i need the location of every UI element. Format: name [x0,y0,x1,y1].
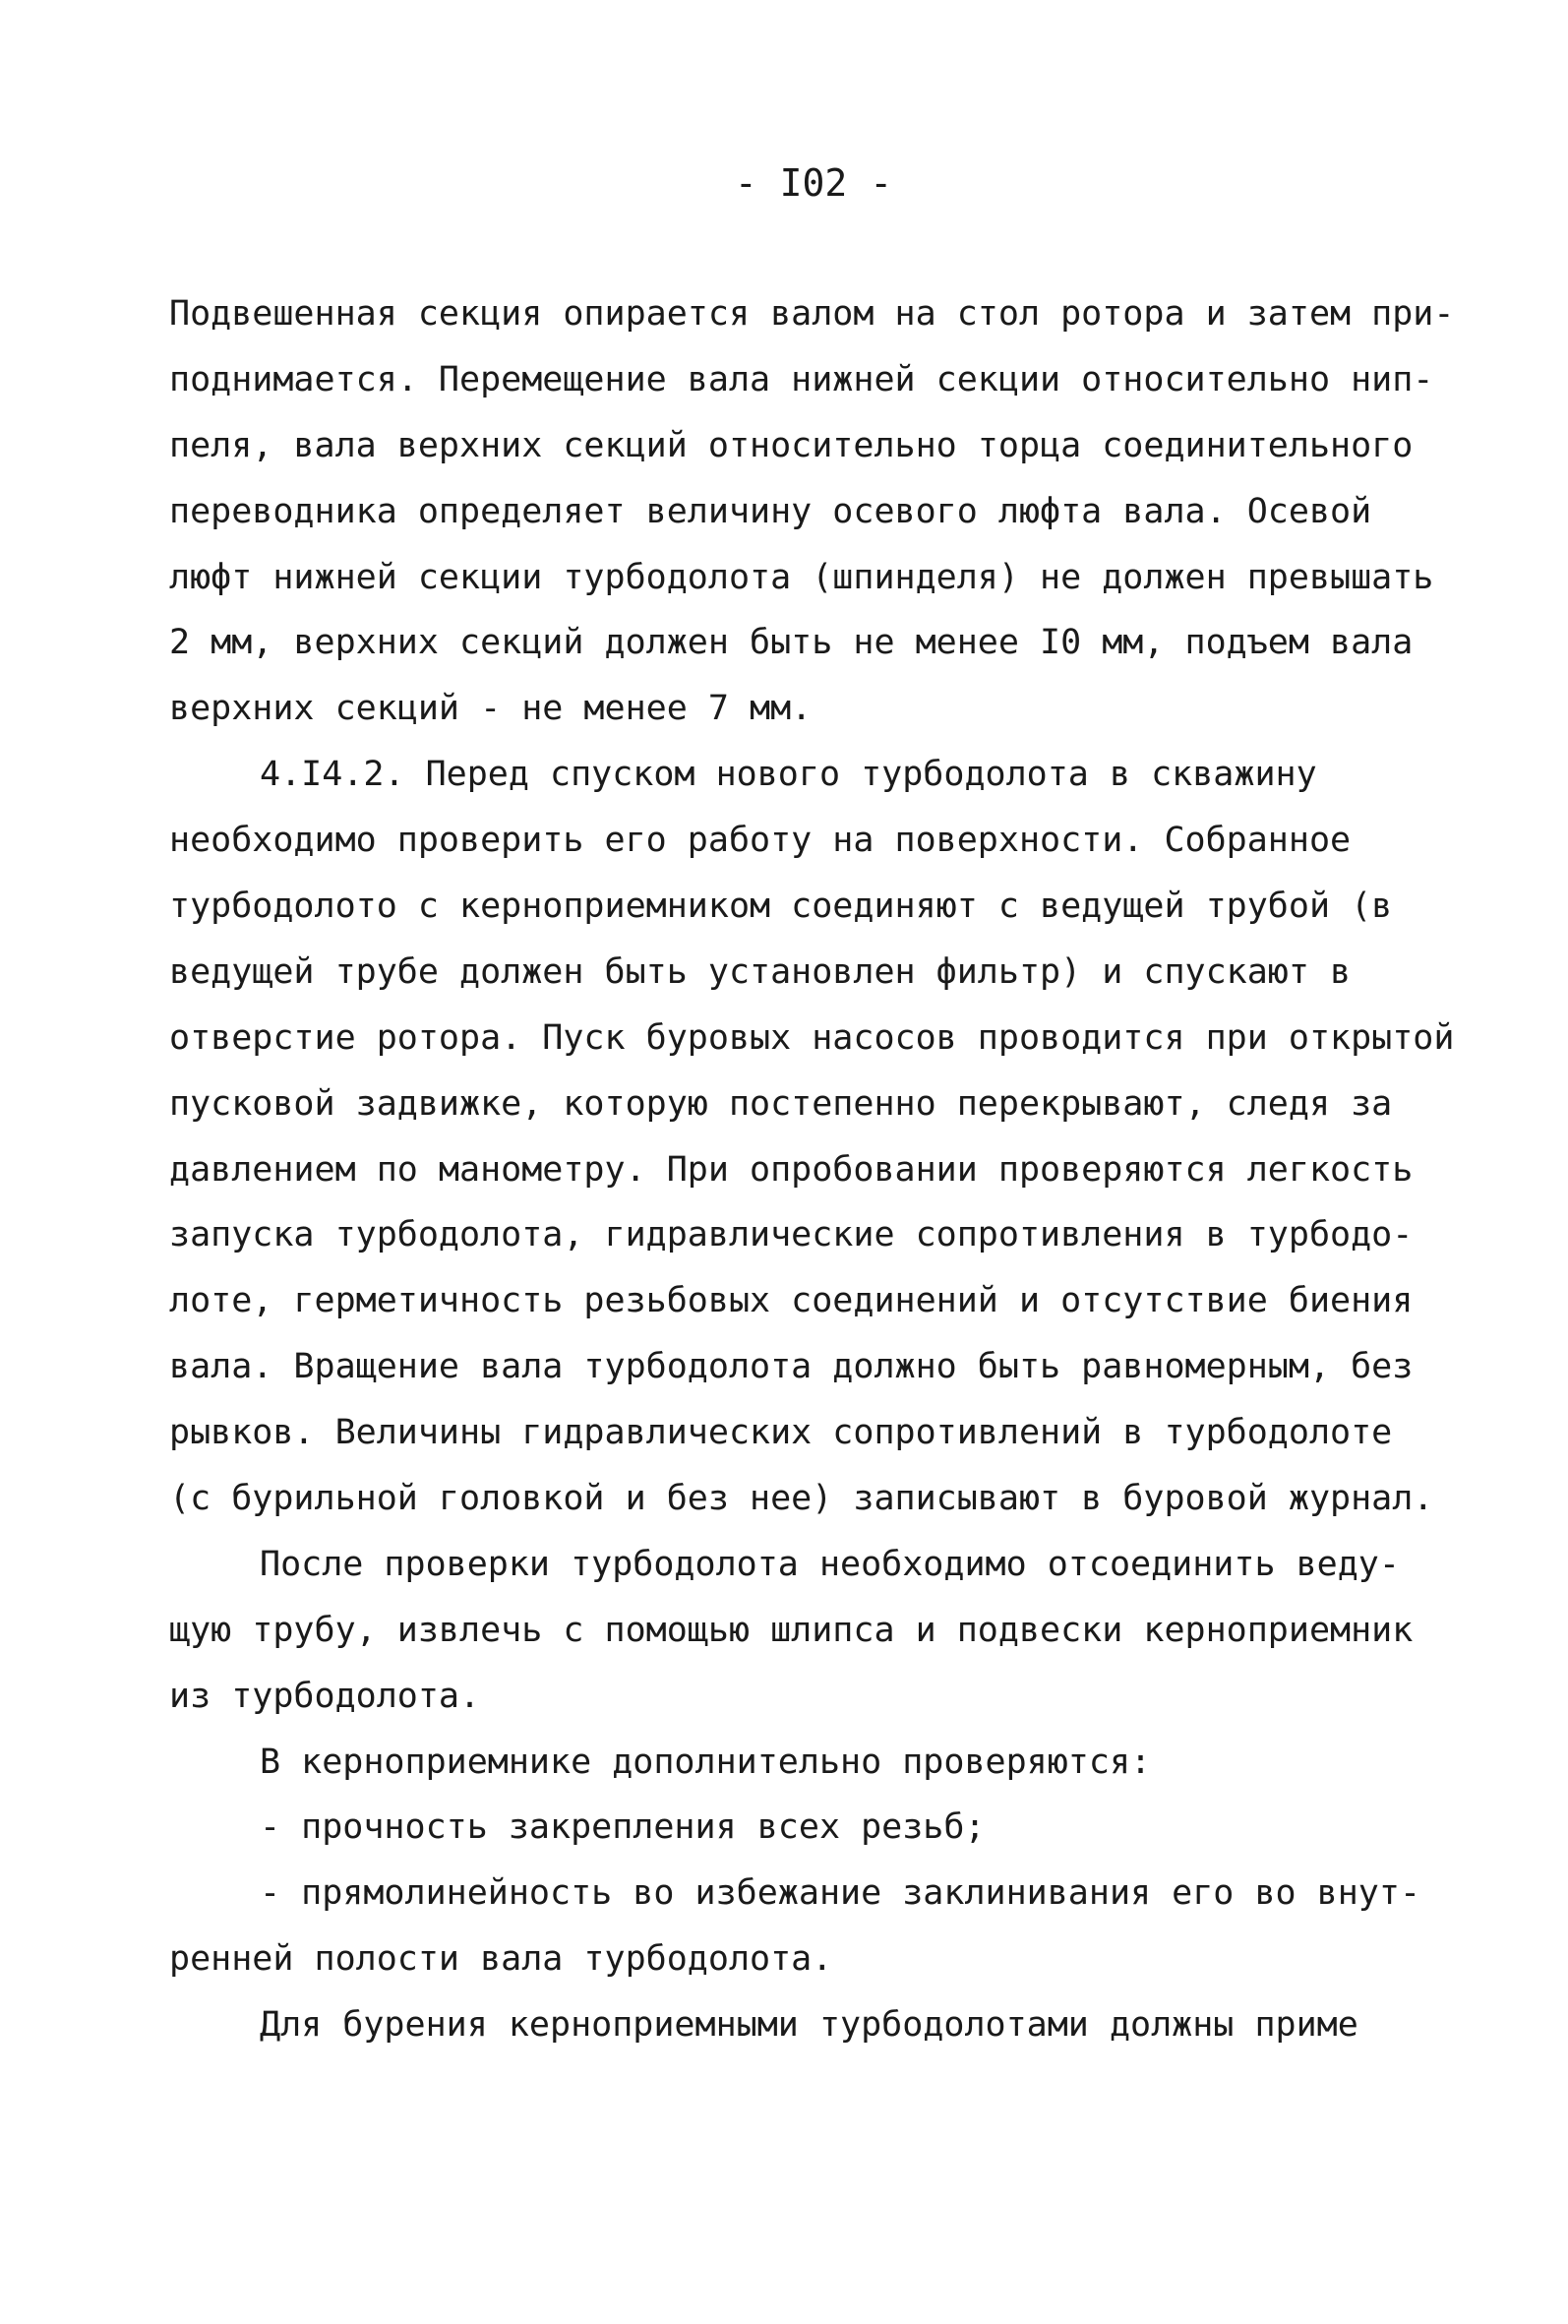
text-line: Подвешенная секция опирается валом на стол ротора и затем при- [169,294,1455,334]
text-line: запуска турбодолота, гидравлические сопротивления в турбодо- [169,1215,1414,1255]
text-line: рывков. Величины гидравлических сопротивлений в турбодолоте [169,1413,1393,1453]
text-line: турбодолото с керноприемником соединяют с ведущей трубой (в [169,887,1393,927]
text-line: пусковой задвижке, которую постепенно перекрывают, следя за [169,1083,1393,1124]
text-line: 4.I4.2. Перед спуском нового турбодолота в скважину [260,755,1317,795]
text-line: отверстие ротора. Пуск буровых насосов проводится при открытой [169,1017,1455,1058]
text-line: В керноприемнике дополнительно проверяются: [260,1742,1152,1782]
text-line: ведущей трубе должен быть установлен фильтр) и спускают в [169,951,1352,992]
text-line: верхних секций - не менее 7 мм. [169,689,813,729]
text-line: поднимается. Перемещение вала нижней секции относительно нип- [169,359,1434,399]
text-line: Для бурения керноприемными турбодолотами должны приме [260,2005,1358,2046]
text-line: После проверки турбодолота необходимо отсоединить веду- [260,1544,1400,1584]
text-line: люфт нижней секции турбодолота (шпинделя) не должен превышать [169,557,1434,597]
text-line: (с бурильной головкой и без нее) записывают в буровой журнал. [169,1479,1434,1519]
text-line: 2 мм, верхних секций должен быть не менее I0 мм, подъем вала [169,623,1414,663]
list-item: - прямолинейность во избежание заклинивания его во внут- [260,1873,1421,1914]
list-item: - прочность закрепления всех резьб; [260,1807,986,1848]
text-line: переводника определяет величину осевого люфта вала. Осевой [169,491,1372,531]
text-line: из турбодолота. [169,1676,481,1716]
body-text [169,281,1455,2058]
text-line: давлением по манометру. При опробовании проверяются легкость [169,1149,1414,1190]
text-line: лоте, герметичность резьбовых соединений и отсутствие биения [169,1281,1414,1321]
text-line: необходимо проверить его работу на поверхности. Собранное [169,821,1352,861]
text-line: ренней полости вала турбодолота. [169,1939,833,1980]
text-line: щую трубу, извлечь с помощью шлипса и подвески керноприемник [169,1610,1414,1650]
text-line: вала. Вращение вала турбодолота должно быть равномерным, без [169,1347,1414,1387]
text-line: пеля, вала верхних секций относительно торца соединительного [169,425,1414,465]
page-number: - I02 - [734,161,893,205]
